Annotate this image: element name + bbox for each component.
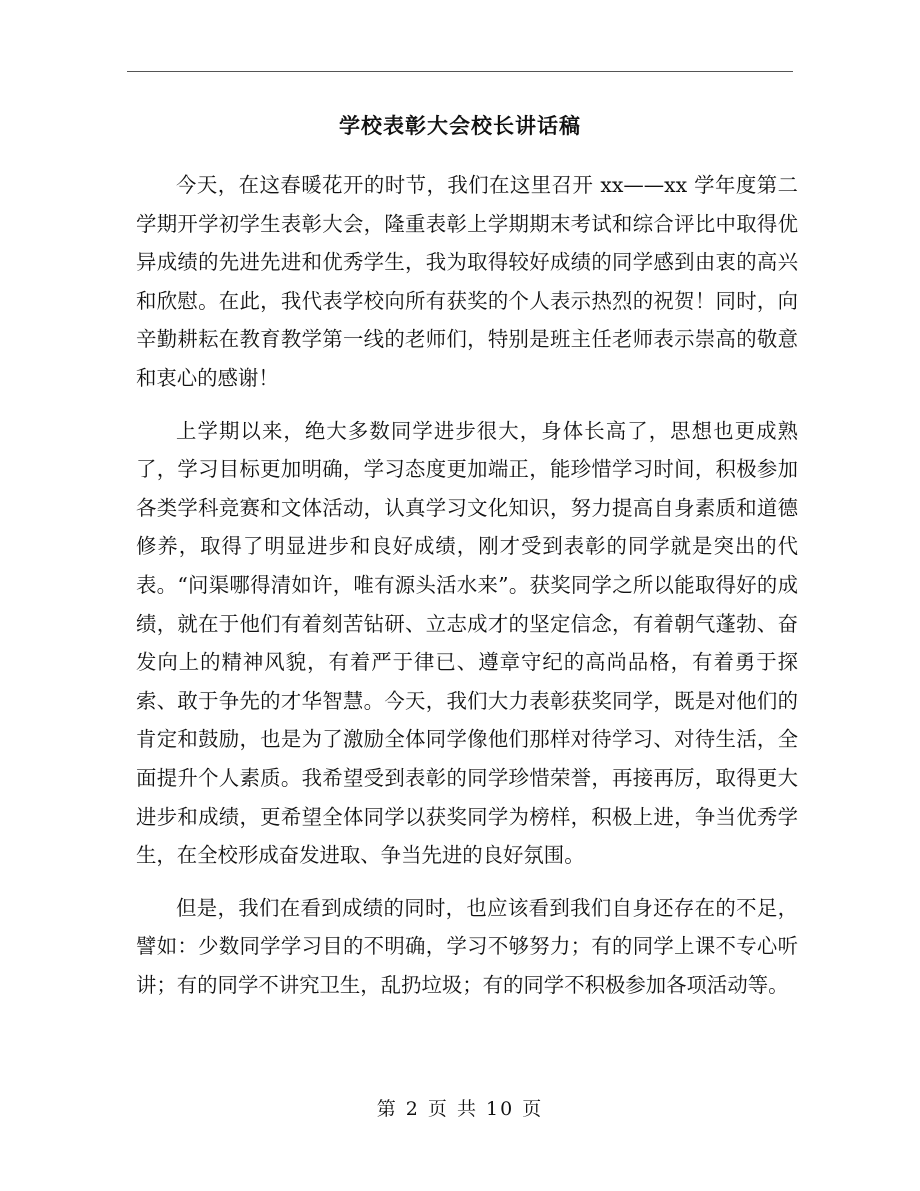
header-rule [127,71,793,72]
paragraph-1: 今天，在这春暖花开的时节，我们在这里召开 xx——xx 学年度第二学期开学初学生表彰大会，隆重表彰上学期期末考试和综合评比中取得优异成绩的先进先进和优秀学生，我为取得较好成绩的同学感到由衷的高兴和欣慰。在此，我代表学校向所有获奖的个人表示热烈的祝贺！同时，向辛勤耕耘在教育教学第一线的老师们，特别是班主任老师表示崇高的敬意和衷心的感谢！ [136,173,798,390]
paragraph-3: 但是，我们在看到成绩的同时，也应该看到我们自身还存在的不足，譬如：少数同学学习目的不明确，学习不够努力；有的同学上课不专心听讲；有的同学不讲究卫生，乱扔垃圾；有的同学不积极参加各项活动等。 [136,895,798,997]
page-number: 第 2 页 共 10 页 [376,1098,544,1120]
paragraph-2: 上学期以来，绝大多数同学进步很大，身体长高了，思想也更成熟了，学习目标更加明确，学习态度更加端正，能珍惜学习时间，积极参加各类学科竞赛和文体活动，认真学习文化知识，努力提高自身素质和道德修养，取得了明显进步和良好成绩，刚才受到表彰的同学就是突出的代表。“问渠哪得清如许，唯有源头活水来”。获奖同学之所以能取得好的成绩，就在于他们有着刻苦钻研、立志成才的坚定信念，有着朝气蓬勃、奋发向上的精神风貌，有着严于律已、遵章守纪的高尚品格，有着勇于探索、敢于争先的才华智慧。今天，我们大力表彰获奖同学，既是对他们的肯定和鼓励，也是为了激励全体同学像他们那样对待学习、对待生活，全面提升个人素质。我希望受到表彰的同学珍惜荣誉，再接再厉，取得更大进步和成绩，更希望全体同学以获奖同学为榜样，积极上进，争当优秀学生，在全校形成奋发进取、争当先进的良好氛围。 [136,418,798,868]
document-body [136,166,798,1004]
document-title: 学校表彰大会校长讲话稿 [339,113,581,138]
